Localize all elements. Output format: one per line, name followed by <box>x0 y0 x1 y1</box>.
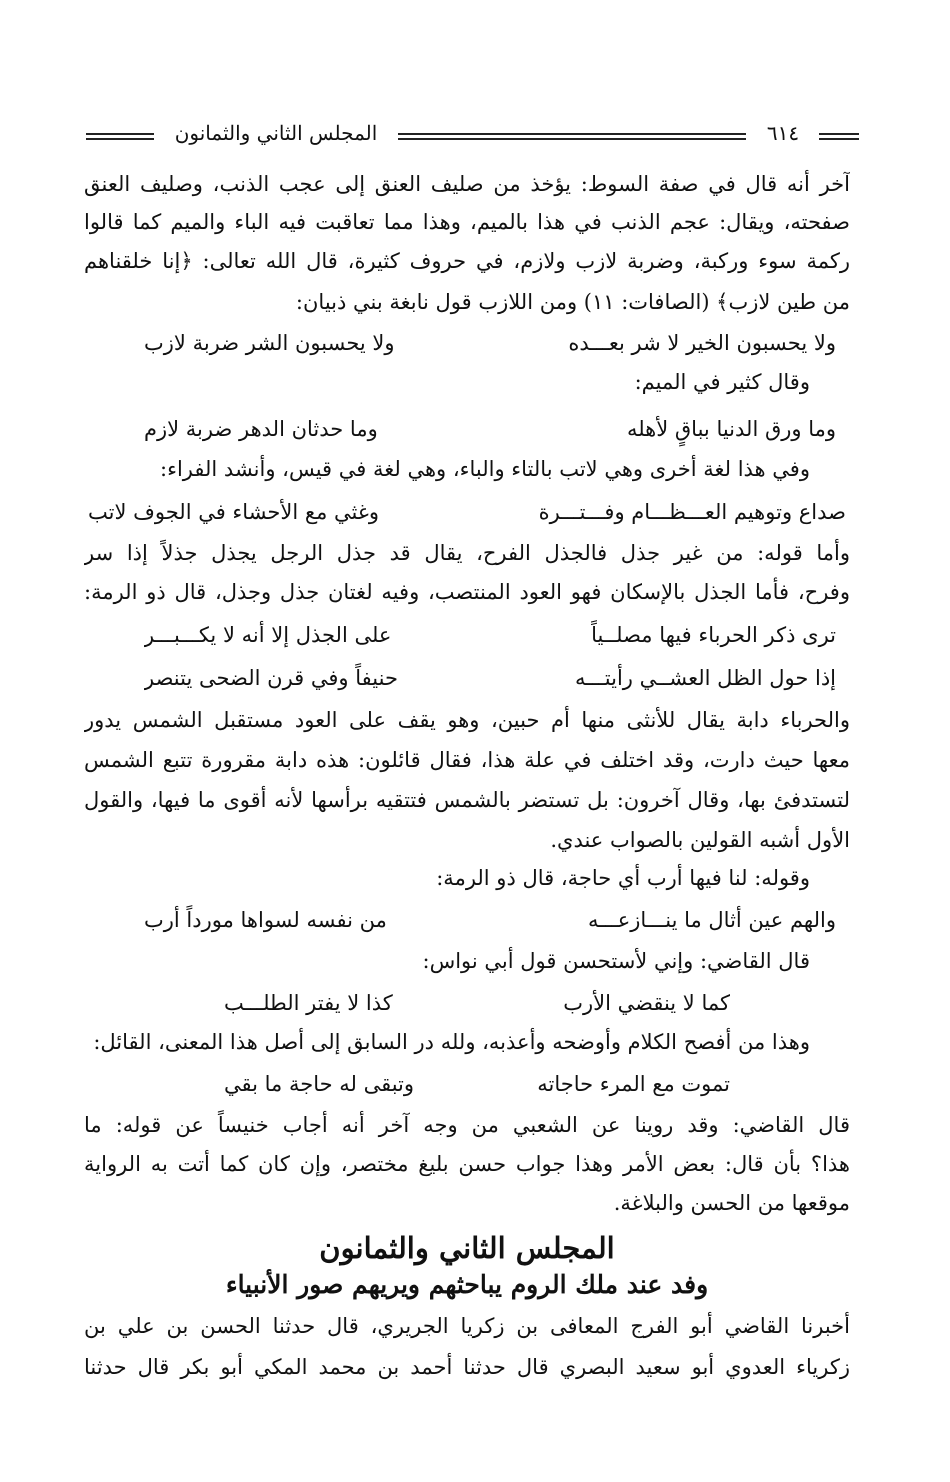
text-line: وفرح، فأما الجذل بالإسكان فهو العود المنتصب، وفيه لغتان جذل وجذل، قال ذو الرمة: <box>84 580 850 604</box>
verse-second-hemistich: ولا يحسبون الشر ضربة لازب <box>144 331 395 355</box>
verse-first-hemistich: ولا يحسبون الخير لا شر بعـــده <box>568 331 836 355</box>
verse-line <box>84 411 850 447</box>
page-header <box>84 121 850 154</box>
text-line: وقال كثير في الميم: <box>634 370 810 394</box>
text-line: هذا؟ بأن قال: بعض الأمر وهذا جواب حسن بليغ مختصر، وإن كان كما أتت به الرواية <box>84 1152 850 1176</box>
verse-first-hemistich: تموت مع المرء حاجاته <box>537 1072 730 1096</box>
text-line: زكرياء العدوي أبو سعيد البصري قال حدثنا أحمد بن محمد المكي أبو بكر قال حدثنا <box>84 1355 850 1379</box>
text-line: قال القاضي: وقد روينا عن الشعبي من وجه آخر أنه أجاب خنيساً عن قوله: ما <box>84 1113 850 1137</box>
text-line: آخر أنه قال في صفة السوط: يؤخذ من صليف العنق إلى عجب الذنب، وصليف العنق <box>84 172 850 196</box>
section-subtitle: وفد عند ملك الروم يباحثهم ويريهم صور الأنبياء <box>225 1270 709 1299</box>
verse-second-hemistich: وتبقى له حاجة ما بقي <box>224 1072 415 1096</box>
running-title: المجلس الثاني والثمانون <box>174 121 378 145</box>
verse-line <box>84 494 850 530</box>
text-line: ركمة سوء وركبة، وضربة لازب ولازم، في حروف كثيرة، قال الله تعالى: ﴿إنا خلقناهم <box>84 249 850 273</box>
verse-first-hemistich: ترى ذكر الحرباء فيها مصلــياً <box>591 623 836 647</box>
verse-second-hemistich: حنيفاً وفي قرن الضحى يتنصر <box>144 666 398 690</box>
text-line: وفي هذا لغة أخرى وهي لاتب بالتاء والباء، وهي لغة في قيس، وأنشد الفراء: <box>160 457 810 481</box>
verse-first-hemistich: كما لا ينقضي الأرب <box>563 991 730 1015</box>
text-line: وهذا من أفصح الكلام وأوضحه وأعذبه، ولله در السابق إلى أصل هذا المعنى، القائل: <box>93 1030 810 1054</box>
verse-line <box>84 325 850 361</box>
verse-first-hemistich: والهم عين أثال ما ينـــازعـــه <box>588 908 836 932</box>
text-line: وأما قوله: من غير جذل فالجذل الفرح، يقال قد جذل الرجل يجذل جذلاً إذا سر <box>84 541 850 565</box>
verse-first-hemistich: صداع وتوهيم العـــظـــام وفـــتـــرة <box>538 500 846 524</box>
header-rule-middle <box>398 133 746 135</box>
text-line: أخبرنا القاضي أبو الفرج المعافى بن زكريا الجريري، قال حدثنا الحسن بن علي بن <box>84 1314 850 1338</box>
text-line: لتستدفئ بها، وقال آخرون: بل تستضر بالشمس فتتقيه برأسها لأنه أقوى ما فيها، والقول <box>84 788 850 812</box>
verse-second-hemistich: من نفسه لسواها مورداً أرب <box>144 908 387 932</box>
header-rule-right <box>819 133 859 135</box>
text-line: معها حيث دارت، وقد اختلف في علة هذا، فقال قائلون: هذه دابة مقرورة تتبع الشمس <box>84 748 850 772</box>
section-title: المجلس الثاني والثمانون <box>319 1231 615 1265</box>
header-rule-left <box>86 133 154 135</box>
text-line: قال القاضي: وإني لأستحسن قول أبي نواس: <box>422 949 810 973</box>
verse-line <box>84 660 850 696</box>
verse-line <box>84 902 850 938</box>
verse-line <box>84 985 850 1021</box>
verse-second-hemistich: كذا لا يفتر الطلـــب <box>224 991 393 1015</box>
verse-first-hemistich: إذا حول الظل العشــي رأيتـــه <box>575 666 836 690</box>
verse-second-hemistich: وغثي مع الأحشاء في الجوف لاتب <box>88 500 379 524</box>
text-line: من طين لازب﴾ (الصافات: ١١) ومن اللازب قول نابغة بني ذبيان: <box>295 290 850 314</box>
verse-second-hemistich: على الجذل إلا أنه لا يكـــبـــر <box>144 623 392 647</box>
text-line: موقعها من الحسن والبلاغة. <box>613 1191 850 1215</box>
verse-line <box>84 1066 850 1102</box>
text-line: الأول أشبه القولين بالصواب عندي. <box>550 828 850 852</box>
verse-first-hemistich: وما ورق الدنيا بباقٍ لأهله <box>626 417 836 441</box>
text-line: وقوله: لنا فيها أرب أي حاجة، قال ذو الرمة: <box>436 866 810 890</box>
text-line: صفحته، ويقال: عجم الذنب في هذا بالميم، وهذا مما تعاقبت فيه الباء والميم كما قالوا <box>84 210 850 234</box>
text-line: والحرباء دابة يقال للأنثى منها أم حبين، وهو يقف على العود مستقبل الشمس يدور <box>84 708 850 732</box>
verse-line <box>84 617 850 653</box>
verse-second-hemistich: وما حدثان الدهر ضربة لازم <box>144 417 378 441</box>
page-number: ٦١٤ <box>766 121 800 145</box>
